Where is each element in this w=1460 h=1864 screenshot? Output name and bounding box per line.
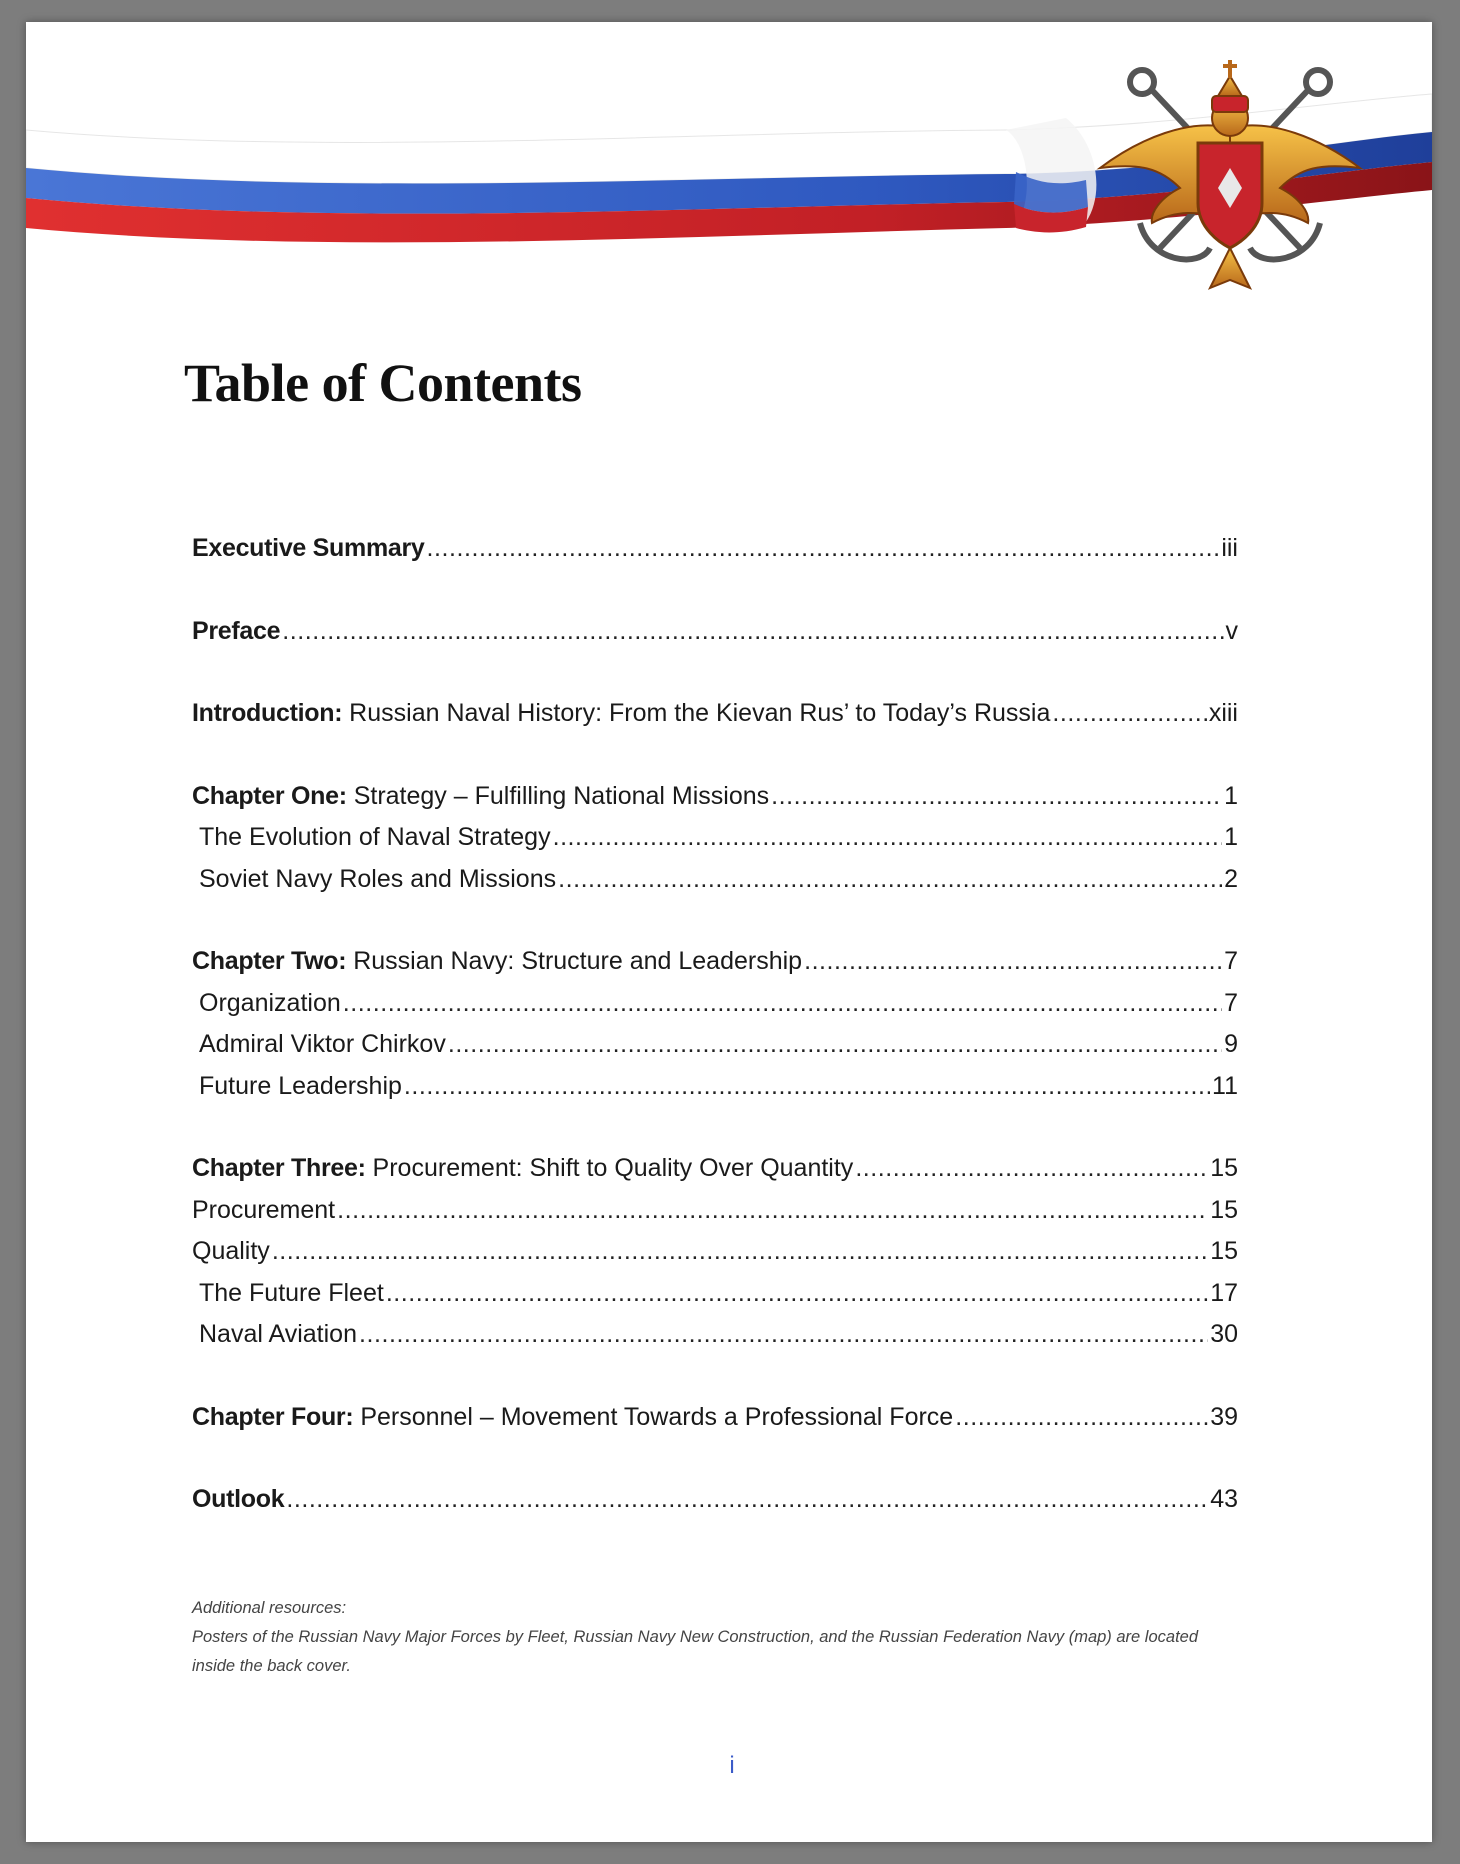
- dot-leader: [855, 1154, 1208, 1183]
- toc-page-number: 1: [1224, 781, 1238, 810]
- russian-navy-emblem-icon: [1080, 48, 1380, 298]
- dot-leader: [343, 989, 1222, 1018]
- toc-entry-text: Quality: [192, 1237, 270, 1265]
- resources-text-line: inside the back cover.: [192, 1657, 351, 1675]
- toc-page-number: 15: [1210, 1195, 1238, 1224]
- toc-entry-text: Soviet Navy Roles and Missions: [199, 864, 557, 893]
- page-number: i: [729, 1752, 735, 1779]
- toc-entry[interactable]: [192, 1154, 1238, 1196]
- dot-leader: [771, 782, 1222, 811]
- toc-entry[interactable]: [192, 1485, 1238, 1527]
- resources-text-line: Posters of the Russian Navy Major Forces by Fleet, Russian Navy New Construction, and the Russian Federation Navy (map) are located: [192, 1628, 1199, 1646]
- toc-entry-label: Preface: [192, 616, 281, 645]
- dot-leader: [955, 1403, 1208, 1432]
- dot-leader: [804, 947, 1222, 976]
- toc-entry-text: Future Leadership: [199, 1071, 402, 1100]
- toc-subentry[interactable]: [192, 1072, 1238, 1114]
- toc-entry-text: The Future Fleet: [199, 1278, 384, 1307]
- toc-page-number: 30: [1210, 1320, 1238, 1348]
- toc-entry-text: Personnel – Movement Towards a Professional Force: [353, 1402, 954, 1431]
- toc-entry-text: Admiral Viktor Chirkov: [199, 1030, 446, 1058]
- toc-entry-text: Strategy – Fulfilling National Missions: [346, 781, 770, 810]
- toc-entry[interactable]: [192, 534, 1238, 576]
- dot-leader: [404, 1072, 1210, 1101]
- toc-page-number: 9: [1224, 1030, 1238, 1058]
- toc-page-number: 11: [1212, 1071, 1238, 1100]
- toc-subentry[interactable]: [192, 1237, 1238, 1279]
- toc-entry-text: The Evolution of Naval Strategy: [199, 823, 551, 851]
- toc-entry-label: Chapter Four:: [192, 1402, 354, 1431]
- toc-entry-text: Procurement: [192, 1195, 336, 1224]
- toc-subentry[interactable]: [192, 865, 1238, 907]
- dot-leader: [337, 1196, 1208, 1225]
- toc-page-number: 15: [1210, 1154, 1238, 1182]
- toc-entry-label: Outlook: [192, 1485, 285, 1513]
- toc-subentry[interactable]: [192, 823, 1238, 865]
- toc-subentry[interactable]: [192, 1030, 1238, 1072]
- dot-leader: [272, 1237, 1208, 1266]
- toc-page-number: 7: [1224, 988, 1238, 1017]
- toc-page-number: 39: [1210, 1402, 1238, 1431]
- toc-entry[interactable]: [192, 1403, 1238, 1445]
- dot-leader: [427, 534, 1220, 563]
- toc-entry-text: Russian Navy: Structure and Leadership: [346, 947, 803, 975]
- dot-leader: [386, 1279, 1208, 1308]
- toc-subentry[interactable]: [192, 1279, 1238, 1321]
- dot-leader: [286, 1485, 1208, 1514]
- toc-entry-label: Chapter Three:: [192, 1154, 366, 1182]
- toc-entry-text: Naval Aviation: [199, 1320, 357, 1348]
- toc-page-number: iii: [1221, 534, 1238, 562]
- dot-leader: [359, 1320, 1208, 1349]
- toc-page-number: 2: [1224, 864, 1238, 893]
- resources-heading: Additional resources:: [192, 1599, 347, 1617]
- toc-entry-label: Executive Summary: [192, 534, 425, 562]
- toc-entry-label: Introduction:: [192, 699, 343, 727]
- toc-entry[interactable]: [192, 782, 1238, 824]
- toc-page-number: 43: [1210, 1485, 1238, 1513]
- dot-leader: [553, 823, 1223, 852]
- toc-page-number: 7: [1224, 947, 1238, 975]
- toc-page-number: 15: [1210, 1237, 1238, 1265]
- toc-entry-text: Procurement: Shift to Quality Over Quantity: [365, 1154, 854, 1182]
- document-page: [26, 22, 1432, 1842]
- table-of-contents: [192, 534, 1238, 1527]
- dot-leader: [1052, 699, 1206, 728]
- toc-entry[interactable]: [192, 617, 1238, 659]
- toc-entry-text: Organization: [199, 988, 341, 1017]
- toc-page-number: 17: [1210, 1278, 1238, 1307]
- dot-leader: [448, 1030, 1222, 1059]
- toc-entry-label: Chapter One:: [192, 781, 347, 810]
- toc-subentry[interactable]: [192, 1196, 1238, 1238]
- toc-entry[interactable]: [192, 699, 1238, 741]
- dot-leader: [558, 865, 1222, 894]
- dot-leader: [282, 617, 1223, 646]
- toc-page-number: 1: [1224, 823, 1238, 851]
- toc-entry-text: Russian Naval History: From the Kievan Rus’ to Today’s Russia: [342, 699, 1051, 727]
- toc-subentry[interactable]: [192, 1320, 1238, 1362]
- toc-page-number: v: [1225, 616, 1238, 645]
- toc-entry-label: Chapter Two:: [192, 947, 347, 975]
- additional-resources-note: [192, 1594, 1272, 1681]
- toc-page-number: xiii: [1208, 699, 1238, 727]
- page-title: Table of Contents: [184, 353, 582, 413]
- toc-entry[interactable]: [192, 947, 1238, 989]
- toc-subentry[interactable]: [192, 989, 1238, 1031]
